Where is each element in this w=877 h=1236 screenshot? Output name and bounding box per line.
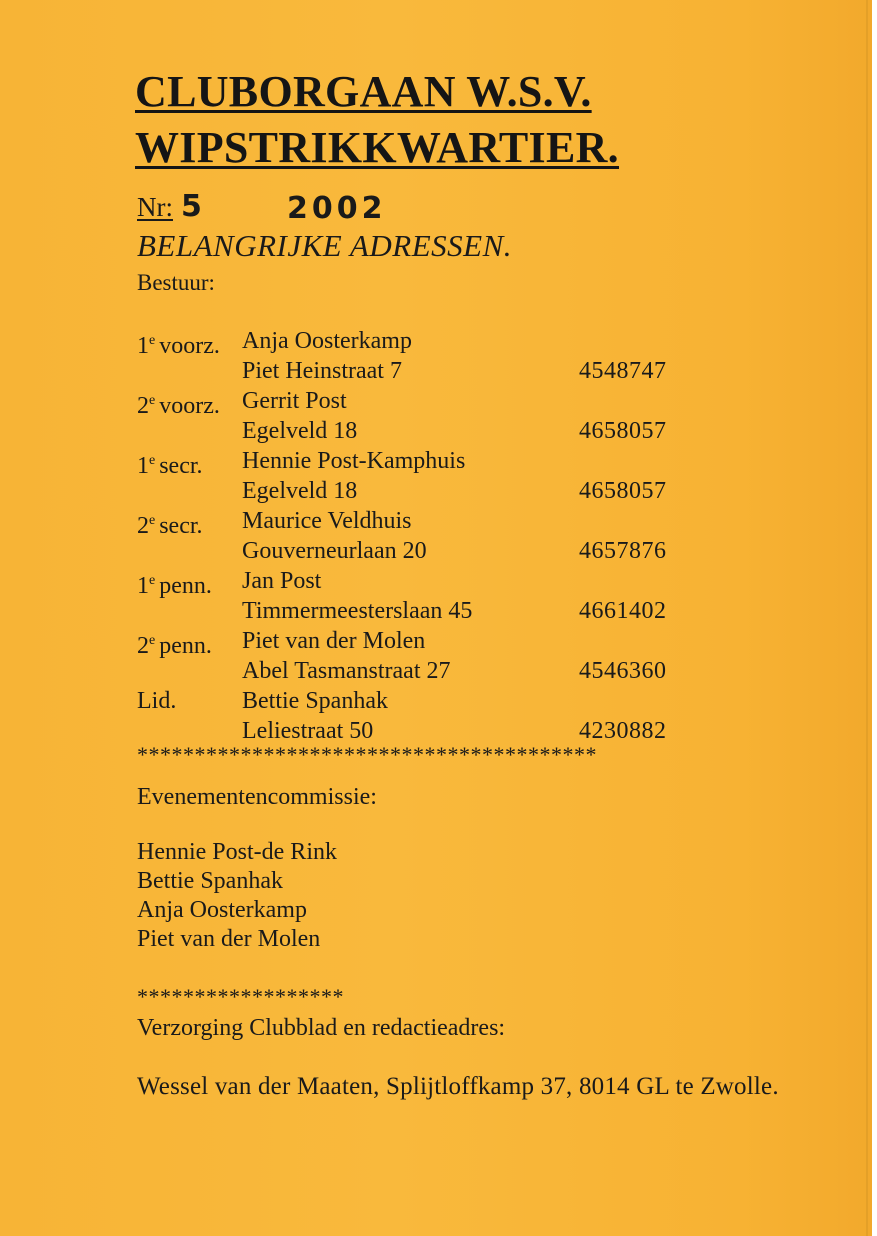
board-member-row	[137, 506, 697, 539]
issue-year: 2002	[287, 191, 387, 226]
board-member-phone: 4658057	[579, 478, 667, 504]
issue-line	[137, 189, 387, 229]
separator-short: ******************	[137, 984, 344, 1009]
board-role-title: Lid.	[137, 688, 177, 714]
board-address-row	[137, 356, 697, 386]
board-member-phone: 4230882	[579, 718, 667, 744]
board-member-phone: 4661402	[579, 598, 667, 624]
evenementen-label: Evenementencommissie:	[137, 784, 377, 810]
page-fold	[866, 0, 868, 1236]
board-role-superscript: e	[149, 513, 156, 528]
verzorging-label: Verzorging Clubblad en redactieadres:	[137, 1015, 506, 1041]
issue-number-label: Nr:	[137, 192, 173, 222]
title-line-2: WIPSTRIKKWARTIER.	[135, 123, 619, 172]
issue-number: 5	[181, 189, 203, 224]
board-member-name: Gerrit Post	[242, 388, 347, 414]
board-member-address: Gouverneurlaan 20	[242, 538, 427, 564]
board-role-superscript: e	[149, 633, 156, 648]
section-heading: BELANGRIJKE ADRESSEN.	[137, 228, 512, 263]
board-role-superscript: e	[149, 333, 156, 348]
evenementen-member: Piet van der Molen	[137, 926, 321, 952]
board-member-name: Piet van der Molen	[242, 628, 426, 654]
board-role-title: voorz.	[159, 333, 220, 359]
evenementen-member: Hennie Post-de Rink	[137, 839, 337, 865]
editor-address: Wessel van der Maaten, Splijtloffkamp 37, 8014 GL te Zwolle.	[137, 1073, 779, 1100]
board-member-phone: 4548747	[579, 358, 667, 384]
board-role-superscript: e	[149, 453, 156, 468]
board-member-name: Maurice Veldhuis	[242, 508, 412, 534]
board-role-number: 1	[137, 333, 149, 359]
board-member-phone: 4658057	[579, 418, 667, 444]
page-title	[135, 64, 619, 176]
bestuur-label: Bestuur:	[137, 270, 215, 295]
board-member-name: Bettie Spanhak	[242, 688, 388, 714]
board-member-address: Timmermeesterslaan 45	[242, 598, 473, 624]
evenementen-list	[137, 838, 337, 954]
board-member-address: Egelveld 18	[242, 418, 358, 444]
board-role-number: 1	[137, 573, 149, 599]
separator-long: ****************************************	[137, 742, 597, 767]
board-member-row	[137, 446, 697, 479]
board-member-name: Hennie Post-Kamphuis	[242, 448, 466, 474]
board-address-row	[137, 476, 697, 506]
board-address-row	[137, 416, 697, 446]
board-list	[137, 326, 697, 746]
evenementen-member: Anja Oosterkamp	[137, 897, 307, 923]
board-member-row	[137, 386, 697, 419]
board-member-row	[137, 326, 697, 359]
board-role-title: penn.	[159, 633, 212, 659]
board-member-address: Piet Heinstraat 7	[242, 358, 402, 384]
board-role-superscript: e	[149, 393, 156, 408]
evenementen-member: Bettie Spanhak	[137, 868, 283, 894]
board-member-name: Anja Oosterkamp	[242, 328, 412, 354]
board-role-title: voorz.	[159, 393, 220, 419]
board-role-title: secr.	[159, 453, 203, 479]
board-role-title: secr.	[159, 513, 203, 539]
board-role-title: penn.	[159, 573, 212, 599]
board-member-row	[137, 566, 697, 599]
board-address-row	[137, 536, 697, 566]
board-member-row	[137, 626, 697, 659]
board-role-superscript: e	[149, 573, 156, 588]
title-line-1: CLUBORGAAN W.S.V.	[135, 67, 592, 116]
board-address-row	[137, 596, 697, 626]
board-role-number: 1	[137, 453, 149, 479]
board-member-phone: 4546360	[579, 658, 667, 684]
board-role-number: 2	[137, 393, 149, 419]
board-role-number: 2	[137, 513, 149, 539]
board-member-address: Leliestraat 50	[242, 718, 374, 744]
board-role	[137, 686, 176, 716]
board-address-row	[137, 656, 697, 686]
board-member-address: Abel Tasmanstraat 27	[242, 658, 451, 684]
board-member-address: Egelveld 18	[242, 478, 358, 504]
board-role-number: 2	[137, 633, 149, 659]
board-member-phone: 4657876	[579, 538, 667, 564]
board-member-row	[137, 686, 697, 716]
board-member-name: Jan Post	[242, 568, 322, 594]
